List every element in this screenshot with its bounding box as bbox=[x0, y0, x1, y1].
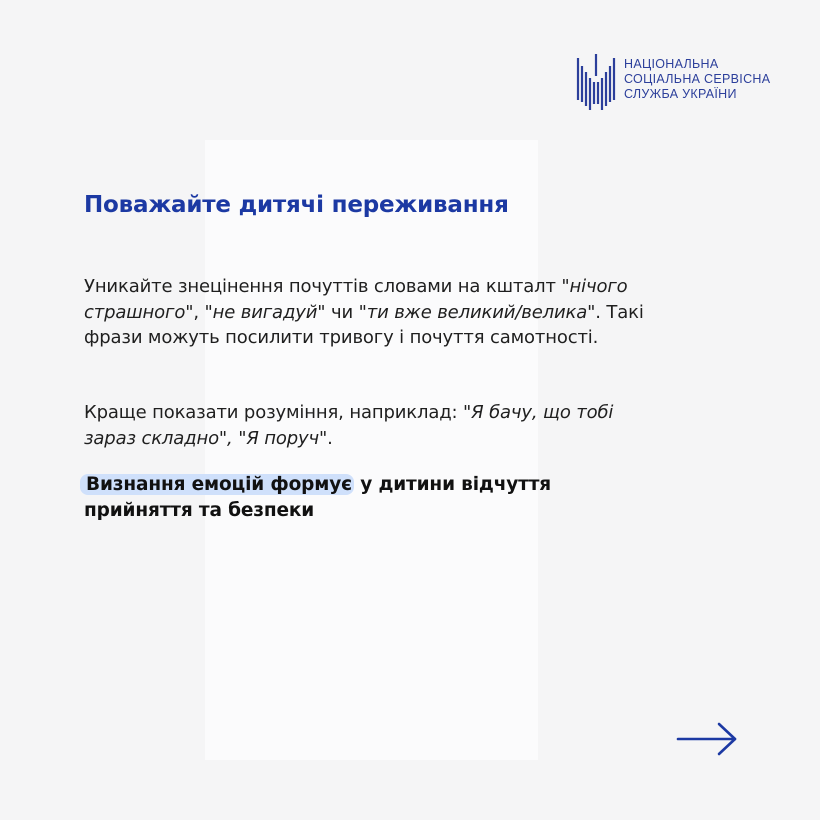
logo-line-3: СЛУЖБА УКРАЇНИ bbox=[624, 87, 737, 101]
paragraph1-quote-3: "ти вже великий/велика" bbox=[358, 301, 596, 323]
logo-line-1: НАЦІОНАЛЬНА bbox=[624, 57, 719, 71]
paragraph1-text-1: Уникайте знецінення почуттів словами на кшталт bbox=[84, 276, 562, 297]
trident-barcode-icon bbox=[576, 52, 616, 114]
paragraph2-text-1: Краще показати розуміння, наприклад: bbox=[84, 402, 464, 423]
paragraph1-text-3: чи bbox=[325, 301, 359, 323]
paragraph2-quote: "Я бачу, що тобі зараз складно", "Я поруч" bbox=[84, 402, 614, 449]
paragraph2-text-2: . bbox=[327, 427, 333, 449]
paragraph-show-understanding bbox=[84, 400, 644, 451]
paragraph1-text-2: , bbox=[193, 301, 205, 323]
logo-line-2: СОЦІАЛЬНА СЕРВІСНА bbox=[624, 72, 771, 86]
logo-text bbox=[624, 57, 770, 102]
page-title: Поважайте дитячі переживання bbox=[84, 192, 509, 218]
paragraph1-quote-1: "нічого страшного" bbox=[84, 276, 628, 323]
paragraph-avoid-devaluation bbox=[84, 274, 644, 351]
arrow-right-icon[interactable] bbox=[676, 722, 738, 756]
nssu-logo bbox=[576, 52, 770, 114]
paragraph1-quote-2: "не вигадуй" bbox=[204, 301, 326, 323]
paragraph-key-message bbox=[84, 472, 644, 523]
paragraph1-text-4: . Такі фрази можуть посилити тривогу і почуття самотності. bbox=[84, 301, 644, 348]
highlighted-phrase: Визнання емоцій формує bbox=[80, 474, 354, 495]
key-message-rest: у дитини відчуття прийняття та безпеки bbox=[84, 474, 552, 521]
